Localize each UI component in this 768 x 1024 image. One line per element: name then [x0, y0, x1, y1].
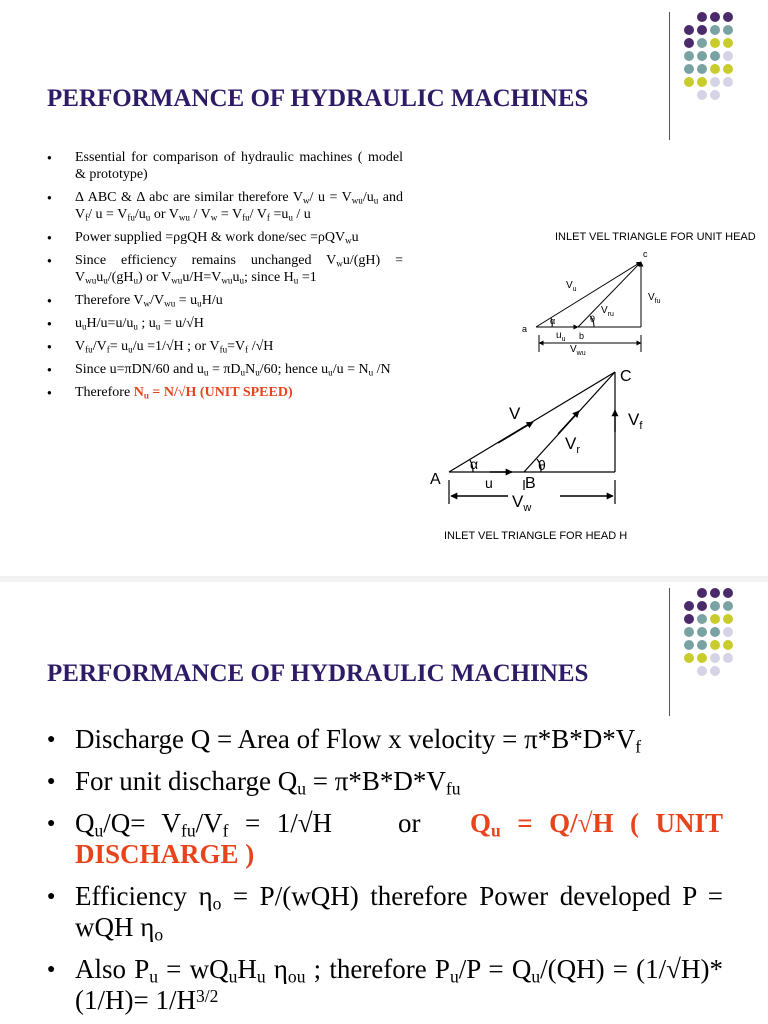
- large-label-C: C: [620, 368, 632, 385]
- decor-dot: [723, 601, 733, 611]
- small-label-vru: $V_{ru}$: [601, 305, 614, 318]
- list-item: ● Since u=πDN/60 and $u_u = \pi D_uN_u/60$; hence $u_u/u = N_u$ /N: [47, 361, 403, 378]
- decor-dot: [723, 640, 733, 650]
- list-item: ● For unit discharge $Q_u = \pi*B*D*V_{fu}$: [47, 766, 723, 797]
- large-label-v: V: [509, 404, 521, 423]
- list-item: ● Therefore $V_w/V_{wu} = u_uH/u$: [47, 292, 403, 309]
- small-label-vfu: $V_{fu}$: [648, 292, 661, 305]
- small-label-b: b: [579, 331, 585, 341]
- small-label-uu: $u_u$: [556, 330, 566, 343]
- bullet-list: [47, 724, 723, 1024]
- page-title: PERFORMANCE OF HYDRAULIC MACHINES: [47, 85, 589, 112]
- list-item: ● $u_uH/u=u/u_u$ ; $u_u = u/√H$: [47, 315, 403, 332]
- small-label-theta: θ: [590, 314, 596, 324]
- decor-dot: [697, 653, 707, 663]
- caption-unit-head: INLET VEL TRIANGLE FOR UNIT HEAD: [555, 231, 756, 243]
- list-item: ● Since efficiency remains unchanged $V_wu/(gH) = V_{wu}u_u/(gH_u)$ or $V_{wu}u/H=V_{wu}u_u$; since $H_u =1$: [47, 252, 403, 286]
- decor-dot: [710, 640, 720, 650]
- page-title: PERFORMANCE OF HYDRAULIC MACHINES: [47, 660, 589, 687]
- decor-dot: [684, 627, 694, 637]
- decor-dot: [697, 627, 707, 637]
- decor-vertical-line: [669, 588, 670, 716]
- decor-dot: [723, 653, 733, 663]
- list-item: ● Therefore $N_u = N/√H$ (UNIT SPEED): [47, 384, 403, 401]
- list-item: ● Δ ABC & Δ abc are similar therefore $V_w/$ $u = V_{wu}/u_u$ and $V_f/$ $u = V_{fu}/u_u$ or $V_{wu} / V_w = V_{fu}/$ $V_f =u_u / u$: [47, 189, 403, 223]
- small-label-vwu: $V_{wu}$: [570, 344, 586, 357]
- caption-head-h: INLET VEL TRIANGLE FOR HEAD H: [444, 530, 628, 542]
- large-label-alpha: α: [470, 456, 479, 472]
- decor-dot: [684, 640, 694, 650]
- list-item: ● Efficiency $\eta_o = P/(wQH)$ therefore Power developed P = wQH $\eta_o$: [47, 881, 723, 943]
- decor-dot: [723, 588, 733, 598]
- list-item: ● Essential for comparison of hydraulic machines ( model & prototype): [47, 149, 403, 183]
- large-label-B: B: [525, 475, 536, 492]
- large-label-vf: $V_f$: [628, 410, 643, 432]
- decor-dot: [684, 601, 694, 611]
- large-label-A: A: [430, 471, 441, 488]
- large-label-vw: $V_w$: [512, 492, 532, 514]
- small-label-a: a: [522, 324, 528, 334]
- decor-dot: [710, 653, 720, 663]
- list-item: ● Power supplied =ρgQH & work done/sec =ρQV$_w$u: [47, 229, 403, 246]
- unit-discharge-highlight: $Q_u = Q/√H$ ( UNIT DISCHARGE ): [75, 808, 723, 869]
- list-item: ● $V_{fu}/V_f= u_u/u =1/√H$ ; or $V_{fu}=V_f$ /√H: [47, 338, 403, 355]
- decor-dot: [710, 601, 720, 611]
- decor-dot: [684, 614, 694, 624]
- small-label-alpha: α: [550, 316, 556, 326]
- slide-2: [0, 582, 768, 1024]
- decor-dot: [697, 588, 707, 598]
- decor-dot: [684, 653, 694, 663]
- decor-dot: [697, 614, 707, 624]
- small-label-vu: $V_u$: [566, 280, 577, 293]
- large-label-theta: θ: [538, 457, 546, 473]
- large-label-vr: $V_r$: [565, 434, 581, 456]
- decor-dot: [697, 640, 707, 650]
- decor-dot: [710, 588, 720, 598]
- decor-dot: [697, 601, 707, 611]
- small-label-c: c: [643, 249, 648, 259]
- list-item: ● Discharge Q = Area of Flow x velocity = $\pi*B*D*V_f$: [47, 724, 723, 755]
- large-label-u: u: [485, 475, 493, 491]
- list-item: ● Also $P_u = wQ_uH_u$ $\eta_{ou}$ ; therefore $P_u/P = Q_u/(QH) = (1/√H)*(1/H)= 1/H^{3/2}$: [47, 954, 723, 1016]
- unit-speed-highlight: $N_u = N/√H$ (UNIT SPEED): [133, 385, 293, 401]
- decor-dot: [710, 627, 720, 637]
- list-item: ● $Q_u/Q= V_{fu}/V_f = 1/√H$ or $Q_u = Q/√H$ ( UNIT DISCHARGE ): [47, 808, 723, 870]
- decor-dot: [697, 666, 707, 676]
- decor-dot: [710, 614, 720, 624]
- decor-dot-grid: [684, 588, 733, 676]
- decor-dot: [723, 627, 733, 637]
- decor-dot: [710, 666, 720, 676]
- decor-dot: [723, 614, 733, 624]
